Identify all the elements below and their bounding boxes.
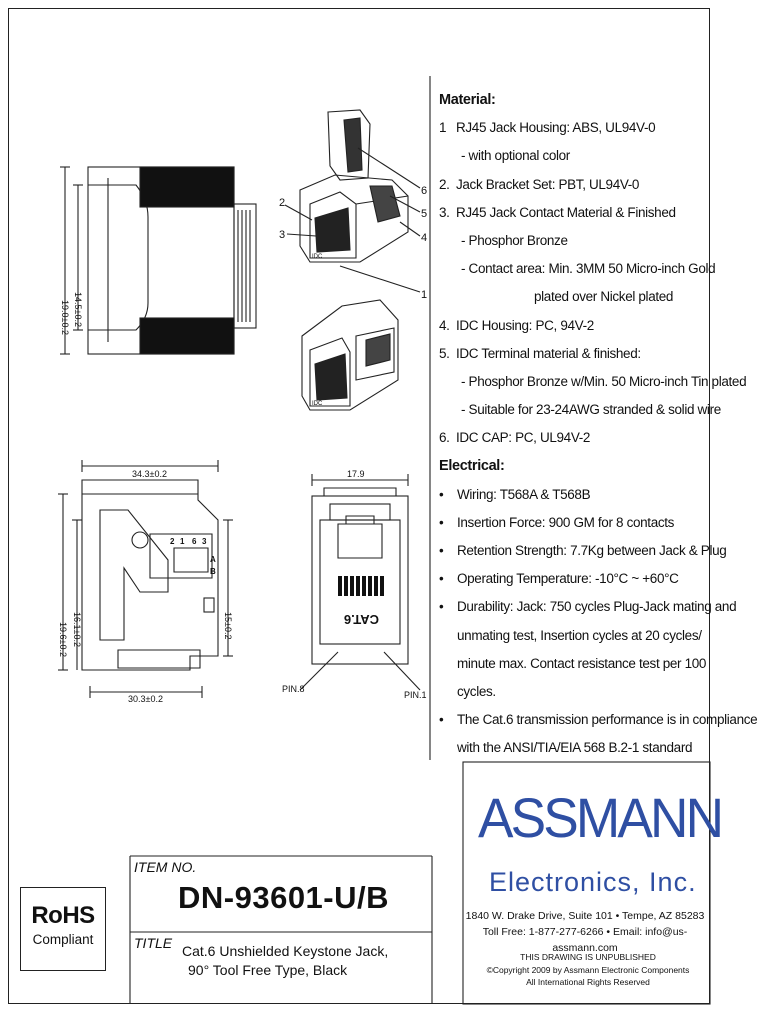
specifications (439, 86, 757, 763)
dim-right-height: 15±0.2 (223, 612, 233, 640)
dim-left-height-outer: 19.6±0.2 (58, 622, 68, 657)
electrical-item-text: Wiring: T568A & T568B (457, 486, 591, 502)
company-address: 1840 W. Drake Drive, Suite 101 • Tempe, AZ 85283 (465, 910, 705, 922)
material-item-text: - Phosphor Bronze (461, 232, 568, 248)
bullet-icon: • (439, 599, 444, 615)
material-item (439, 142, 714, 170)
bullet-icon: • (439, 571, 444, 587)
material-item-text: Jack Bracket Set: PBT, UL94V-0 (456, 176, 640, 192)
material-item (439, 255, 714, 283)
material-item-number: 3. (439, 204, 450, 220)
copyright-notice: ©Copyright 2009 by Assmann Electronic Components (486, 964, 690, 975)
material-item-text: - with optional color (461, 148, 570, 164)
item-no-label: ITEM NO. (134, 859, 197, 875)
part-number: DN-93601-U/B (178, 880, 390, 915)
wiring-num-4: 3 (202, 537, 207, 546)
material-item (439, 396, 721, 424)
material-item (439, 283, 714, 311)
rohs-title: RoHS (31, 902, 95, 929)
electrical-item (439, 537, 727, 565)
dim-top-width: 34.3±0.2 (132, 469, 167, 479)
material-item (439, 340, 714, 368)
electrical-item-text: Insertion Force: 900 GM for 8 contacts (457, 514, 675, 530)
material-item (439, 312, 714, 340)
electrical-list (439, 481, 757, 763)
material-item-text: - Suitable for 23-24AWG stranded & solid wire (461, 402, 721, 418)
callout-3: 3 (279, 229, 286, 241)
dim-left-height-inner: 16.1±0.2 (72, 612, 82, 647)
material-item-text: IDC Terminal material & finished: (456, 345, 641, 361)
electrical-item-text: Operating Temperature: -10°C ~ +60°C (457, 571, 679, 587)
dim-side-outer: 19.0±0.2 (60, 300, 70, 335)
electrical-item-text: The Cat.6 transmission performance is in compliance (457, 712, 757, 728)
electrical-item (439, 650, 714, 678)
material-item-number: 5. (439, 345, 450, 361)
bullet-icon: • (439, 543, 444, 558)
material-item (439, 171, 714, 199)
wiring-letter-b: B (210, 567, 216, 576)
electrical-item (439, 481, 714, 509)
material-item (439, 227, 714, 255)
electrical-item (439, 734, 714, 762)
electrical-item (439, 678, 714, 706)
callout-6: 6 (421, 185, 428, 197)
electrical-item-text: minute max. Contact resistance test per 100 (457, 655, 707, 671)
material-item (439, 199, 714, 227)
material-item-text: IDC CAP: PC, UL94V-2 (456, 430, 591, 446)
material-item-number: 4. (439, 317, 450, 333)
title-label: TITLE (134, 935, 173, 951)
callout-2: 2 (279, 197, 286, 209)
electrical-item-text: unmating test, Insertion cycles at 20 cycles/ (457, 627, 702, 643)
material-item-text: RJ45 Jack Housing: ABS, UL94V-0 (456, 120, 656, 136)
pin-left-label: PIN.8 (282, 684, 305, 694)
dim-side-inner: 14.5±0.2 (73, 292, 83, 327)
material-item-text: plated over Nickel plated (534, 289, 674, 305)
material-item-text: IDC Housing: PC, 94V-2 (456, 317, 594, 333)
electrical-item (439, 593, 737, 621)
material-item-number: 2. (439, 176, 450, 192)
wiring-num-3: 6 (192, 537, 197, 546)
title-description (182, 942, 388, 980)
material-item-text: - Phosphor Bronze w/Min. 50 Micro-inch Tin plated (461, 373, 747, 389)
rohs-badge (20, 887, 106, 971)
contact-pins (338, 576, 384, 596)
rights-notice: All International Rights Reserved (526, 977, 650, 987)
legal-block (468, 951, 708, 989)
unpublished-notice: THIS DRAWING IS UNPUBLISHED (520, 952, 656, 962)
material-item-text: - Contact area: Min. 3MM 50 Micro-inch Gold (461, 261, 716, 277)
electrical-item-text: with the ANSI/TIA/EIA 568 B.2-1 standard (457, 740, 693, 756)
idc-label-bottom: IDC (312, 401, 323, 407)
material-item-number: 6. (439, 430, 450, 446)
wiring-letter-a: A (210, 555, 216, 564)
electrical-item-text: Durability: Jack: 750 cycles Plug-Jack mating and (457, 599, 737, 615)
electrical-item (439, 706, 757, 734)
callout-4: 4 (421, 232, 428, 244)
material-heading: Material: (439, 92, 496, 108)
title-line-1: Cat.6 Unshielded Keystone Jack, (182, 943, 389, 959)
company-address-block (455, 908, 715, 956)
electrical-item (439, 565, 714, 593)
pin-right-label: PIN.1 (404, 690, 427, 700)
cat-label: CAT.6 (343, 612, 379, 627)
company-subtitle: Electronics, Inc. (489, 867, 697, 897)
electrical-heading: Electrical: (439, 458, 505, 475)
callout-5: 5 (421, 208, 428, 220)
idc-label-top: IDC (312, 254, 323, 260)
material-item (439, 114, 714, 142)
rohs-subtitle: Compliant (32, 932, 94, 947)
title-line-2: 90° Tool Free Type, Black (188, 962, 348, 978)
dim-front-width: 17.9 (347, 469, 365, 479)
electrical-item-text: Retention Strength: 7.7Kg between Jack & Plug (457, 543, 727, 558)
electrical-item (439, 509, 714, 537)
electrical-item (439, 622, 714, 650)
electrical-item-text: cycles. (457, 683, 496, 699)
dim-bottom-width: 30.3±0.2 (128, 694, 163, 704)
company-logo: ASSMANN (478, 786, 722, 849)
material-item (439, 368, 747, 396)
material-list (439, 114, 747, 452)
wiring-num-1: 2 (170, 537, 175, 546)
bullet-icon: • (439, 514, 444, 530)
bullet-icon: • (439, 486, 444, 502)
wiring-num-2: 1 (180, 537, 185, 546)
callout-1: 1 (421, 289, 428, 301)
company-contact: Toll Free: 1-877-277-6266 • Email: info@us-assmann.com (482, 926, 688, 954)
material-item (439, 424, 714, 452)
bullet-icon: • (439, 712, 444, 728)
material-item-text: RJ45 Jack Contact Material & Finished (456, 204, 676, 220)
material-item-number: 1 (439, 120, 447, 136)
